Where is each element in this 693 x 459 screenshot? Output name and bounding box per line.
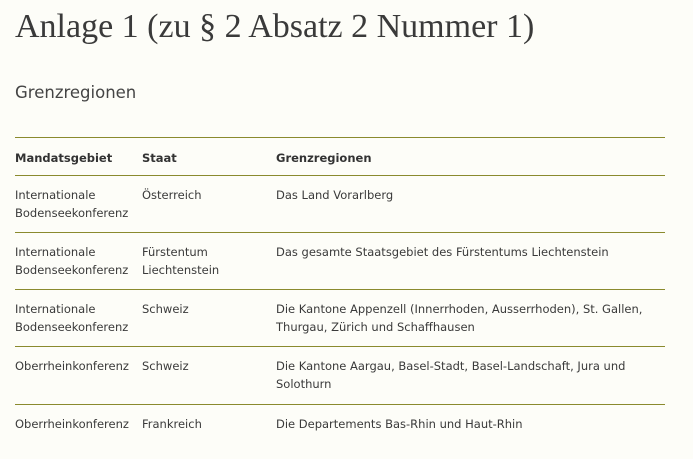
table-row xyxy=(15,347,665,405)
column-header-staat: Staat xyxy=(142,151,177,165)
cell-staat: Fürstentum Liechtenstein xyxy=(142,245,220,277)
cell-grenzregionen: Die Departements Bas-Rhin und Haut-Rhin xyxy=(276,417,523,431)
cell-staat: Österreich xyxy=(142,188,202,202)
page-title: Anlage 1 (zu § 2 Absatz 2 Nummer 1) xyxy=(15,8,535,45)
cell-grenzregionen: Das gesamte Staatsgebiet des Fürstentums Liechtenstein xyxy=(276,245,609,259)
table-row xyxy=(15,405,665,445)
cell-mandatsgebiet: Internationale Bodenseekonferenz xyxy=(15,188,129,220)
cell-staat: Schweiz xyxy=(142,302,189,316)
table-header-row xyxy=(15,138,665,176)
cell-mandatsgebiet: Oberrheinkonferenz xyxy=(15,417,129,431)
table-row xyxy=(15,290,665,347)
table-row xyxy=(15,233,665,290)
section-subtitle: Grenzregionen xyxy=(15,83,137,102)
grenzregionen-table xyxy=(15,137,665,445)
cell-grenzregionen: Das Land Vorarlberg xyxy=(276,188,394,202)
cell-mandatsgebiet: Oberrheinkonferenz xyxy=(15,359,129,373)
cell-grenzregionen: Die Kantone Aargau, Basel-Stadt, Basel-Landschaft, Jura und Solothurn xyxy=(276,359,626,391)
cell-mandatsgebiet: Internationale Bodenseekonferenz xyxy=(15,245,129,277)
column-header-mandatsgebiet: Mandatsgebiet xyxy=(15,151,113,165)
cell-staat: Schweiz xyxy=(142,359,189,373)
cell-grenzregionen: Die Kantone Appenzell (Innerrhoden, Ausserrhoden), St. Gallen, Thurgau, Zürich und Schaffhausen xyxy=(276,302,643,334)
column-header-grenzregionen: Grenzregionen xyxy=(276,151,372,165)
cell-staat: Frankreich xyxy=(142,417,202,431)
table-row xyxy=(15,176,665,233)
cell-mandatsgebiet: Internationale Bodenseekonferenz xyxy=(15,302,129,334)
